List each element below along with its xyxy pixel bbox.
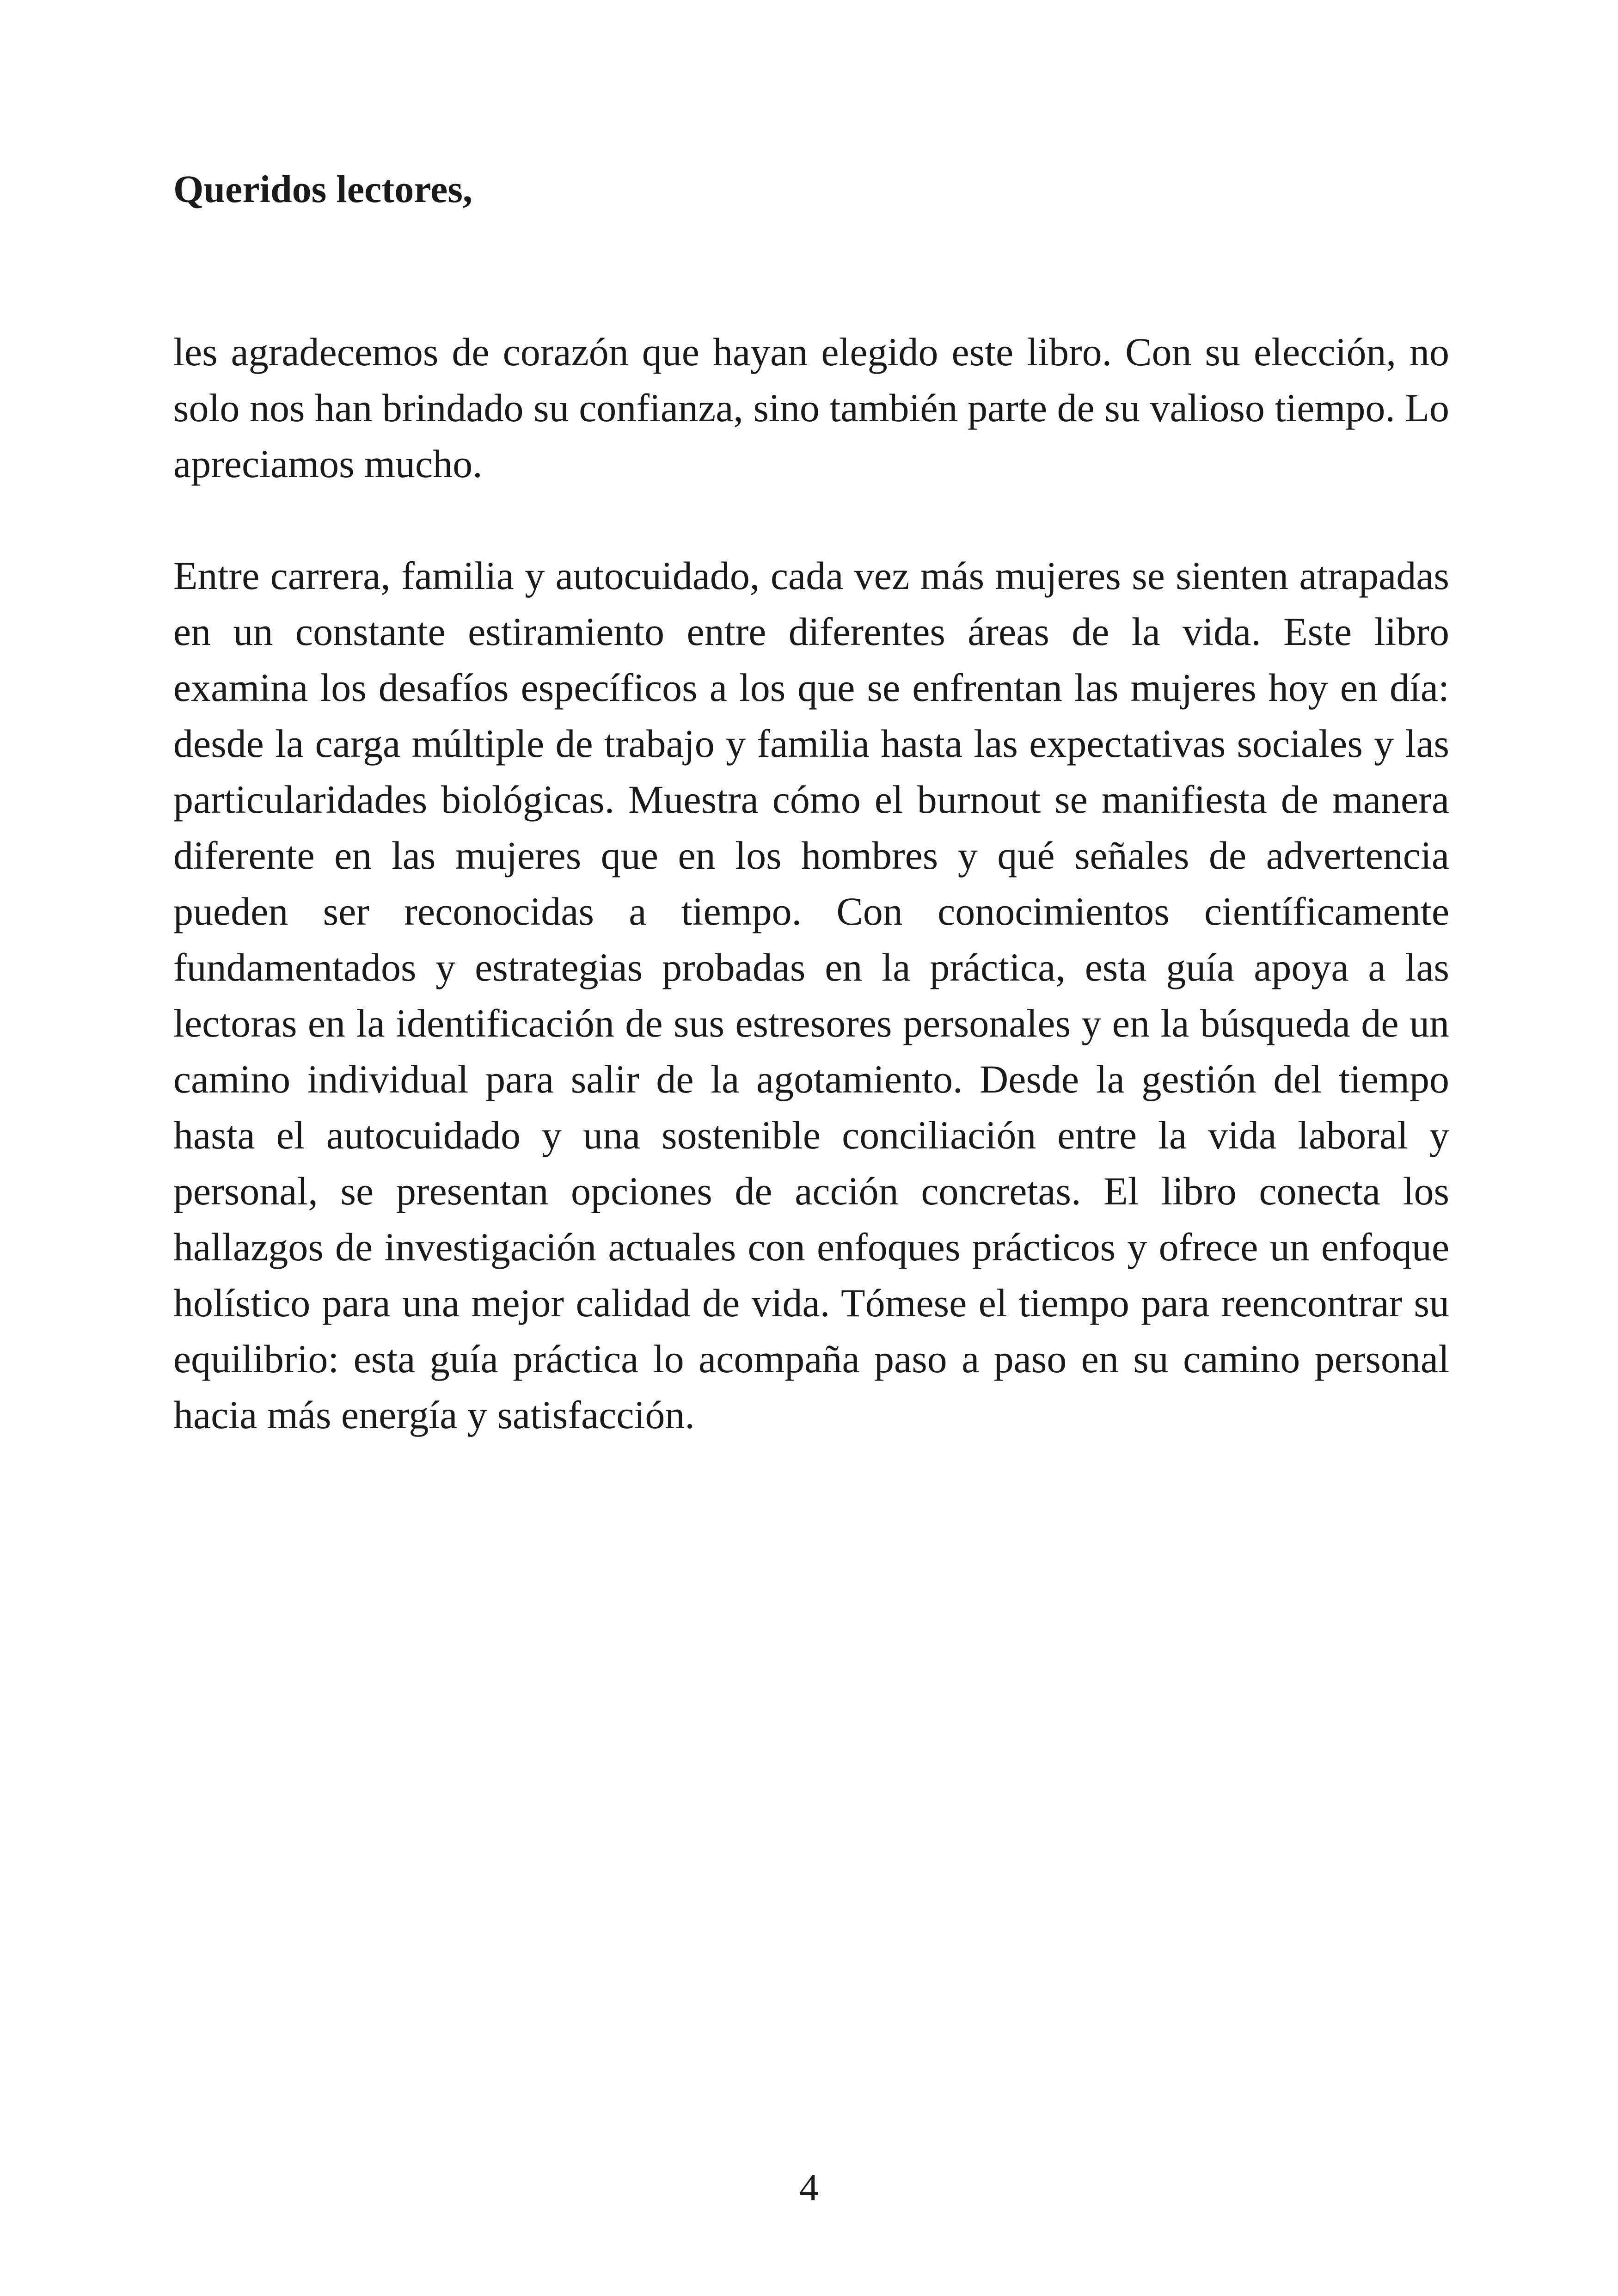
salutation-heading: Queridos lectores, (173, 168, 472, 211)
page-number: 4 (799, 2166, 819, 2209)
page-body (173, 166, 1449, 1443)
paragraph-book-description: Entre carrera, familia y autocuidado, cada vez más mujeres se sienten atrapadas en un constante estiramiento entre diferentes áreas de la vida. Este libro examina los desafíos específicos a los que se enfrentan las mujeres hoy en día: desde la carga múltiple de trabajo y familia hasta las expectativas sociales y las particularidades biológicas. Muestra cómo el burnout se manifiesta de manera diferente en las mujeres que en los hombres y qué señales de advertencia pueden ser reconocidas a tiempo. Con conocimientos científicamente fundamentados y estrategias probadas en la práctica, esta guía apoya a las lectoras en la identificación de sus estresores personales y en la búsqueda de un camino individual para salir de la agotamiento. Desde la gestión del tiempo hasta el autocuidado y una sostenible conciliación entre la vida laboral y personal, se presentan opciones de acción concretas. El libro conecta los hallazgos de investigación actuales con enfoques prácticos y ofrece un enfoque holístico para una mejor calidad de vida. Tómese el tiempo para reencontrar su equilibrio: esta guía práctica lo acompaña paso a paso en su camino personal hacia más energía y satisfacción. (173, 553, 1449, 1437)
paragraph-gratitude: les agradecemos de corazón que hayan elegido este libro. Con su elección, no solo nos han brindado su confianza, sino también parte de su valioso tiempo. Lo apreciamos mucho. (173, 329, 1449, 486)
